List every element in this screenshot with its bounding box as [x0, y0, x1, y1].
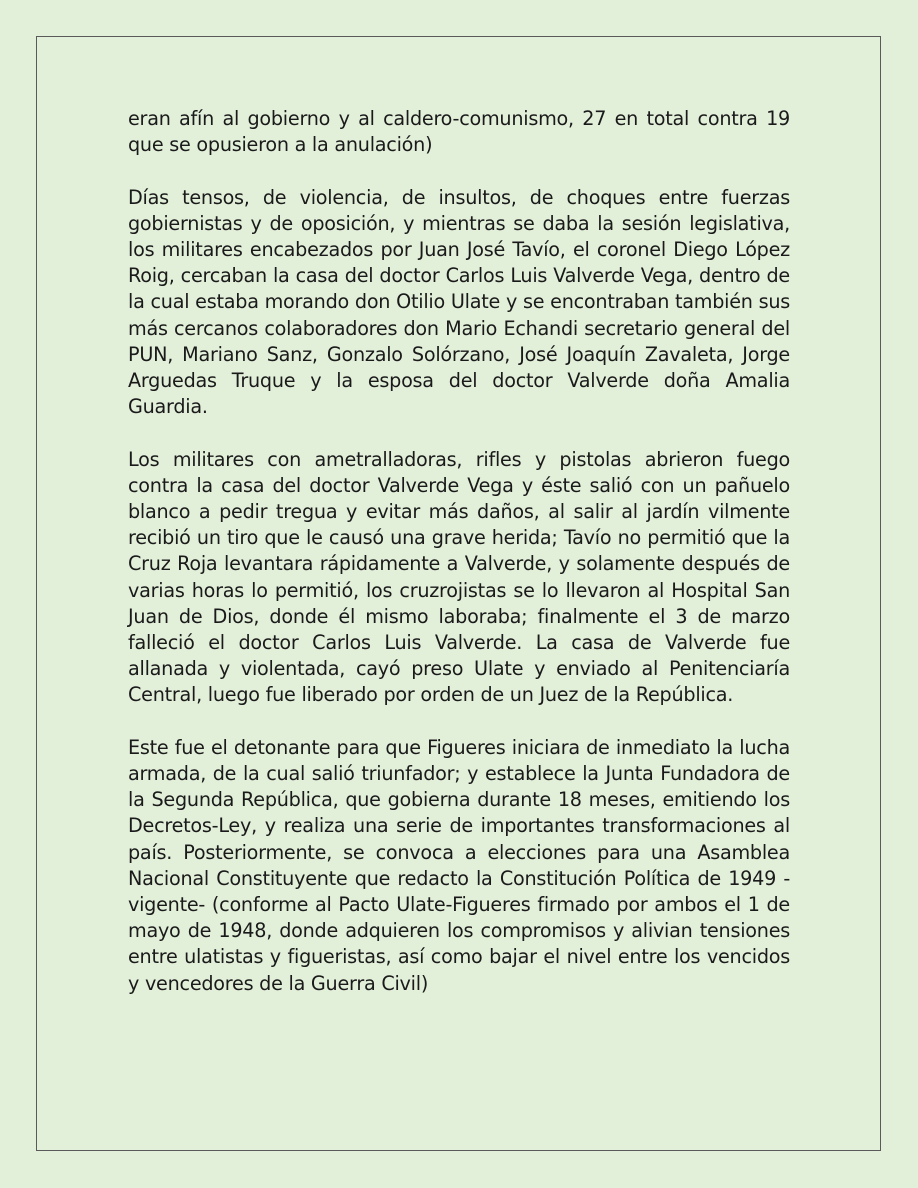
paragraph-2: Días tensos, de violencia, de insultos, de choques entre fuerzas gobiernistas y de oposición, y mientras se daba la sesión legislativa, los militares encabezados por Juan José Tavío, el coronel Diego López Roig, cercaban la casa del doctor Carlos Luis Valverde Vega, dentro de la cual estaba morando don Otilio Ulate y se encontraban también sus más cercanos colaboradores don Mario Echandi secretario general del PUN, Mariano Sanz, Gonzalo Solórzano, José Joaquín Zavaleta, Jorge Arguedas Truque y la esposa del doctor Valverde doña Amalia Guardia.: [128, 185, 790, 419]
document-body: [128, 106, 790, 1023]
paragraph-3: Los militares con ametralladoras, rifles y pistolas abrieron fuego contra la casa del doctor Valverde Vega y éste salió con un pañuelo blanco a pedir tregua y evitar más daños, al salir al jardín vilmente recibió un tiro que le causó una grave herida; Tavío no permitió que la Cruz Roja levantara rápidamente a Valverde, y solamente después de varias horas lo permitió, los cruzrojistas se lo llevaron al Hospital San Juan de Dios, donde él mismo laboraba; finalmente el 3 de marzo falleció el doctor Carlos Luis Valverde. La casa de Valverde fue allanada y violentada, cayó preso Ulate y enviado al Penitenciaría Central, luego fue liberado por orden de un Juez de la República.: [128, 447, 790, 707]
paragraph-1: eran afín al gobierno y al caldero-comunismo, 27 en total contra 19 que se opusieron a la anulación): [128, 107, 790, 157]
paragraph-4: Este fue el detonante para que Figueres iniciara de inmediato la lucha armada, de la cual salió triunfador; y establece la Junta Fundadora de la Segunda República, que gobierna durante 18 meses, emitiendo los Decretos-Ley, y realiza una serie de importantes transformaciones al país. Posteriormente, se convoca a elecciones para una Asamblea Nacional Constituyente que redacto la Constitución Política de 1949 -vigente- (conforme al Pacto Ulate-Figueres firmado por ambos el 1 de mayo de 1948, donde adquieren los compromisos y alivian tensiones entre ulatistas y figueristas, así como bajar el nivel entre los vencidos y vencedores de la Guerra Civil): [128, 735, 790, 995]
